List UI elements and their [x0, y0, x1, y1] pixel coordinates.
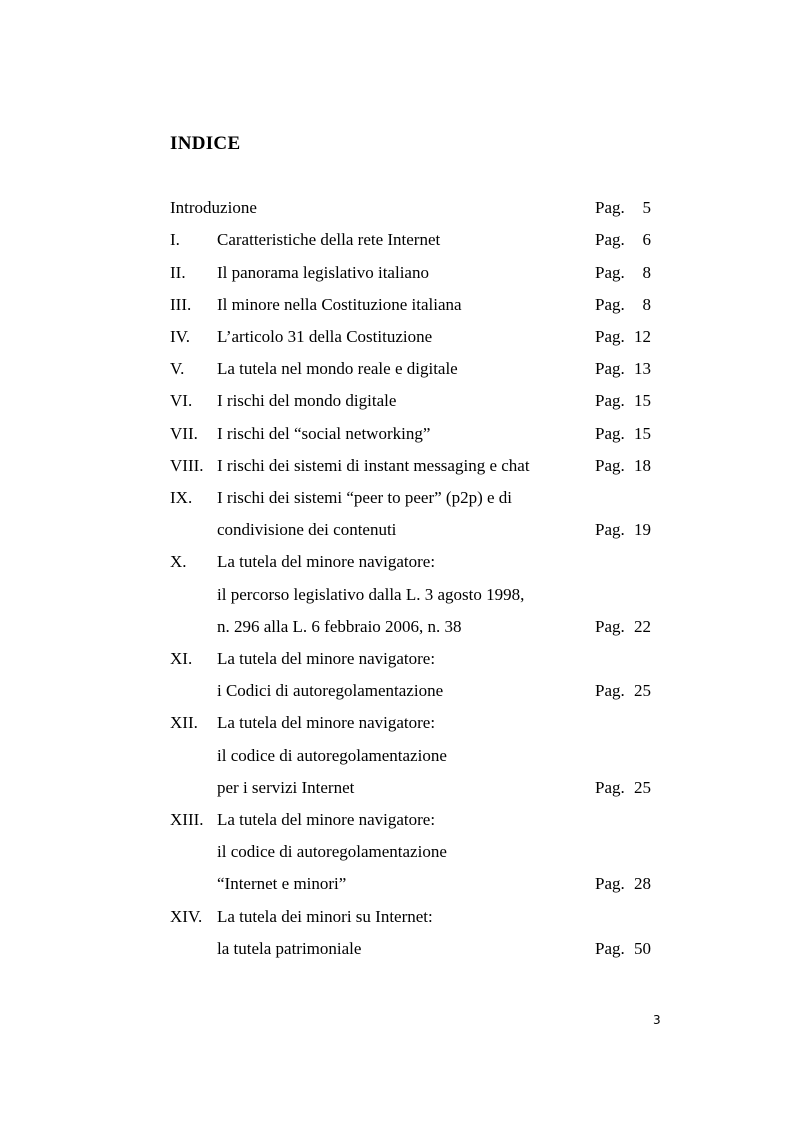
page-number-ref: 25 — [634, 778, 651, 797]
toc-entry-text: La tutela del minore navigatore: — [217, 552, 436, 571]
page-number-ref: 28 — [634, 874, 651, 893]
page-prefix: Pag. — [595, 778, 625, 797]
chapter-number: XIV. — [170, 907, 203, 926]
toc-entry-text: la tutela patrimoniale — [217, 939, 362, 958]
page-prefix: Pag. — [595, 617, 625, 636]
chapter-number: VIII. — [170, 456, 204, 475]
chapter-number: XIII. — [170, 810, 204, 829]
page-number-ref: 8 — [642, 295, 651, 314]
page-prefix: Pag. — [595, 391, 625, 410]
page-prefix: Pag. — [595, 327, 625, 346]
toc-entry-text: La tutela del minore navigatore: — [217, 649, 436, 668]
toc-entry-text: condivisione dei contenuti — [217, 520, 397, 539]
page-prefix: Pag. — [595, 939, 625, 958]
chapter-number: III. — [170, 295, 192, 314]
chapter-number: XI. — [170, 649, 193, 668]
page-number-ref: 15 — [634, 424, 651, 443]
page-number-ref: 8 — [642, 263, 651, 282]
toc-entry-text: i Codici di autoregolamentazione — [217, 681, 444, 700]
page-number-ref: 50 — [634, 939, 651, 958]
page-number-ref: 19 — [634, 520, 651, 539]
page-number-ref: 18 — [634, 456, 651, 475]
toc-entry-text: il codice di autoregolamentazione — [217, 842, 447, 861]
toc-entry-text: L’articolo 31 della Costituzione — [217, 327, 433, 346]
page-number-ref: 12 — [634, 327, 651, 346]
chapter-number: VII. — [170, 424, 198, 443]
chapter-number: I. — [170, 230, 180, 249]
page-prefix: Pag. — [595, 424, 625, 443]
toc-entry-text: La tutela dei minori su Internet: — [217, 907, 433, 926]
toc-entry-text: I rischi dei sistemi “peer to peer” (p2p) e di — [217, 488, 513, 507]
chapter-number: II. — [170, 263, 186, 282]
page-prefix: Pag. — [595, 456, 625, 475]
chapter-number: XII. — [170, 713, 198, 732]
chapter-number: IX. — [170, 488, 193, 507]
page-prefix: Pag. — [595, 874, 625, 893]
chapter-number: V. — [170, 359, 185, 378]
chapter-number: VI. — [170, 391, 193, 410]
chapter-number: IV. — [170, 327, 190, 346]
page-prefix: Pag. — [595, 230, 625, 249]
toc-entry-text: La tutela nel mondo reale e digitale — [217, 359, 458, 378]
page-number-ref: 22 — [634, 617, 651, 636]
toc-entry-text: Introduzione — [170, 198, 257, 217]
page-number-ref: 5 — [642, 198, 651, 217]
toc-entry-text: La tutela del minore navigatore: — [217, 713, 436, 732]
toc-entry-text: Caratteristiche della rete Internet — [217, 230, 441, 249]
toc-entry-text: Il minore nella Costituzione italiana — [217, 295, 462, 314]
page-prefix: Pag. — [595, 681, 625, 700]
page-number-ref: 25 — [634, 681, 651, 700]
toc-entry-text: il codice di autoregolamentazione — [217, 746, 447, 765]
page-prefix: Pag. — [595, 359, 625, 378]
page-number-ref: 15 — [634, 391, 651, 410]
toc-entry-text: “Internet e minori” — [217, 874, 347, 893]
toc-entry-text: I rischi del “social networking” — [217, 424, 431, 443]
page-number-ref: 13 — [634, 359, 651, 378]
page-prefix: Pag. — [595, 295, 625, 314]
page-prefix: Pag. — [595, 263, 625, 282]
toc-entry-text: La tutela del minore navigatore: — [217, 810, 436, 829]
toc-entry-text: per i servizi Internet — [217, 778, 355, 797]
page-footer-number: 3 — [653, 1013, 661, 1027]
page-prefix: Pag. — [595, 198, 625, 217]
toc-entry-text: I rischi dei sistemi di instant messaging e chat — [217, 456, 530, 475]
toc-entry-text: I rischi del mondo digitale — [217, 391, 397, 410]
toc-entry-text: Il panorama legislativo italiano — [217, 263, 429, 282]
toc-entry-text: n. 296 alla L. 6 febbraio 2006, n. 38 — [217, 617, 462, 636]
toc-entry-text: il percorso legislativo dalla L. 3 agosto 1998, — [217, 585, 525, 604]
chapter-number: X. — [170, 552, 187, 571]
index-title: INDICE — [170, 133, 241, 154]
page-number-ref: 6 — [642, 230, 651, 249]
page-prefix: Pag. — [595, 520, 625, 539]
